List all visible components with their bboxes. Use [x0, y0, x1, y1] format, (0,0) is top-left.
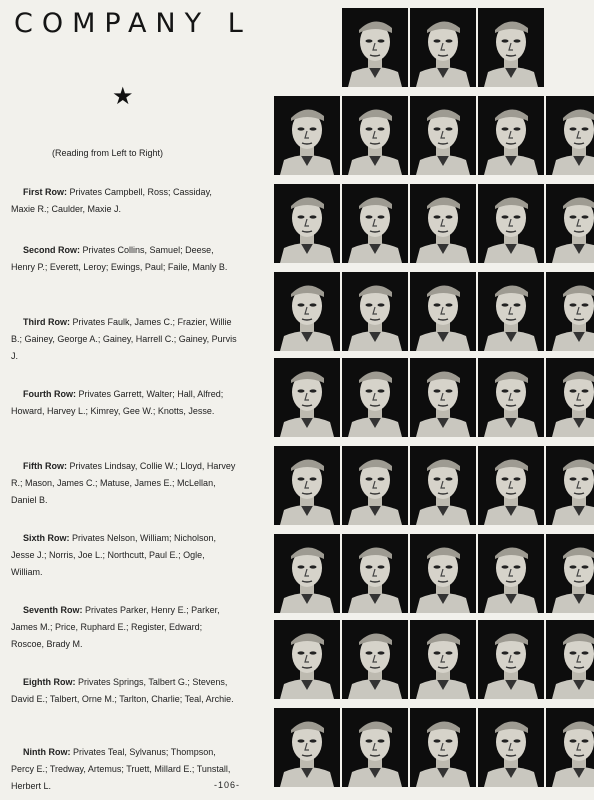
- portrait-photo: [342, 358, 408, 437]
- portrait-photo: [410, 620, 476, 699]
- row-caption: Fifth Row: Privates Lindsay, Collie W.; Lloyd, Harvey R.; Mason, James C.; Matuse, James E.; McLellan, Daniel B.: [11, 461, 236, 505]
- row-caption: Seventh Row: Privates Parker, Henry E.; Parker, James M.; Price, Ruphard E.; Register, Edward; Roscoe, Brady M.: [11, 605, 220, 649]
- portrait-photo: [342, 272, 408, 351]
- portrait-photo: [342, 620, 408, 699]
- portrait-photo: [546, 534, 594, 613]
- row-caption: Fourth Row: Privates Garrett, Walter; Hall, Alfred; Howard, Harvey L.; Kimrey, Gee W.; Knotts, Jesse.: [11, 389, 224, 416]
- row-caption: First Row: Privates Campbell, Ross; Cassiday, Maxie R.; Caulder, Maxie J.: [11, 187, 212, 214]
- portrait-photo: [478, 272, 544, 351]
- portrait-photo: [274, 708, 340, 787]
- portrait-photo: [478, 446, 544, 525]
- portrait-photo: [410, 184, 476, 263]
- row-caption: Ninth Row: Privates Teal, Sylvanus; Thompson, Percy E.; Tredway, Artemus; Truett, Millard E.; Tunstall, Herbert L.: [11, 747, 231, 791]
- page-title: COMPANY L: [14, 8, 252, 39]
- portrait-photo: [478, 620, 544, 699]
- portrait-photo: [274, 446, 340, 525]
- portrait-photo: [274, 534, 340, 613]
- portrait-photo: [274, 272, 340, 351]
- portrait-photo: [342, 184, 408, 263]
- portrait-photo: [546, 708, 594, 787]
- portrait-photo: [478, 708, 544, 787]
- portrait-photo: [410, 534, 476, 613]
- portrait-photo: [546, 446, 594, 525]
- portrait-photo: [342, 708, 408, 787]
- portrait-photo: [478, 96, 544, 175]
- reading-order-note: (Reading from Left to Right): [52, 148, 164, 158]
- portrait-photo: [274, 184, 340, 263]
- portrait-photo: [478, 358, 544, 437]
- row-caption: Eighth Row: Privates Springs, Talbert G.; Stevens, David E.; Talbert, Orne M.; Tarlton, Charlie; Teal, Archie.: [11, 677, 234, 704]
- portrait-photo: [410, 96, 476, 175]
- portrait-photo: [274, 358, 340, 437]
- portrait-photo: [342, 96, 408, 175]
- portrait-grid: [268, 0, 594, 800]
- portrait-photo: [546, 620, 594, 699]
- portrait-photo: [342, 446, 408, 525]
- star-icon: ★: [112, 82, 134, 110]
- portrait-photo: [342, 8, 408, 87]
- portrait-photo: [342, 534, 408, 613]
- portrait-photo: [546, 96, 594, 175]
- portrait-photo: [274, 620, 340, 699]
- portrait-photo: [478, 534, 544, 613]
- portrait-photo: [410, 446, 476, 525]
- portrait-photo: [410, 8, 476, 87]
- row-caption: Second Row: Privates Collins, Samuel; Deese, Henry P.; Everett, Leroy; Ewings, Paul; Faile, Manly B.: [11, 245, 228, 272]
- portrait-photo: [274, 96, 340, 175]
- portrait-photo: [546, 358, 594, 437]
- portrait-photo: [410, 358, 476, 437]
- portrait-photo: [478, 184, 544, 263]
- row-caption: Third Row: Privates Faulk, James C.; Frazier, Willie B.; Gainey, George A.; Gainey, Harrell C.; Gainey, Purvis J.: [11, 317, 237, 361]
- row-caption: Sixth Row: Privates Nelson, William; Nicholson, Jesse J.; Norris, Joe L.; Northcutt, Paul E.; Ogle, William.: [11, 533, 217, 577]
- portrait-photo: [546, 272, 594, 351]
- portrait-photo: [410, 708, 476, 787]
- portrait-photo: [410, 272, 476, 351]
- page-number: -106-: [214, 780, 241, 790]
- portrait-photo: [478, 8, 544, 87]
- portrait-photo: [546, 184, 594, 263]
